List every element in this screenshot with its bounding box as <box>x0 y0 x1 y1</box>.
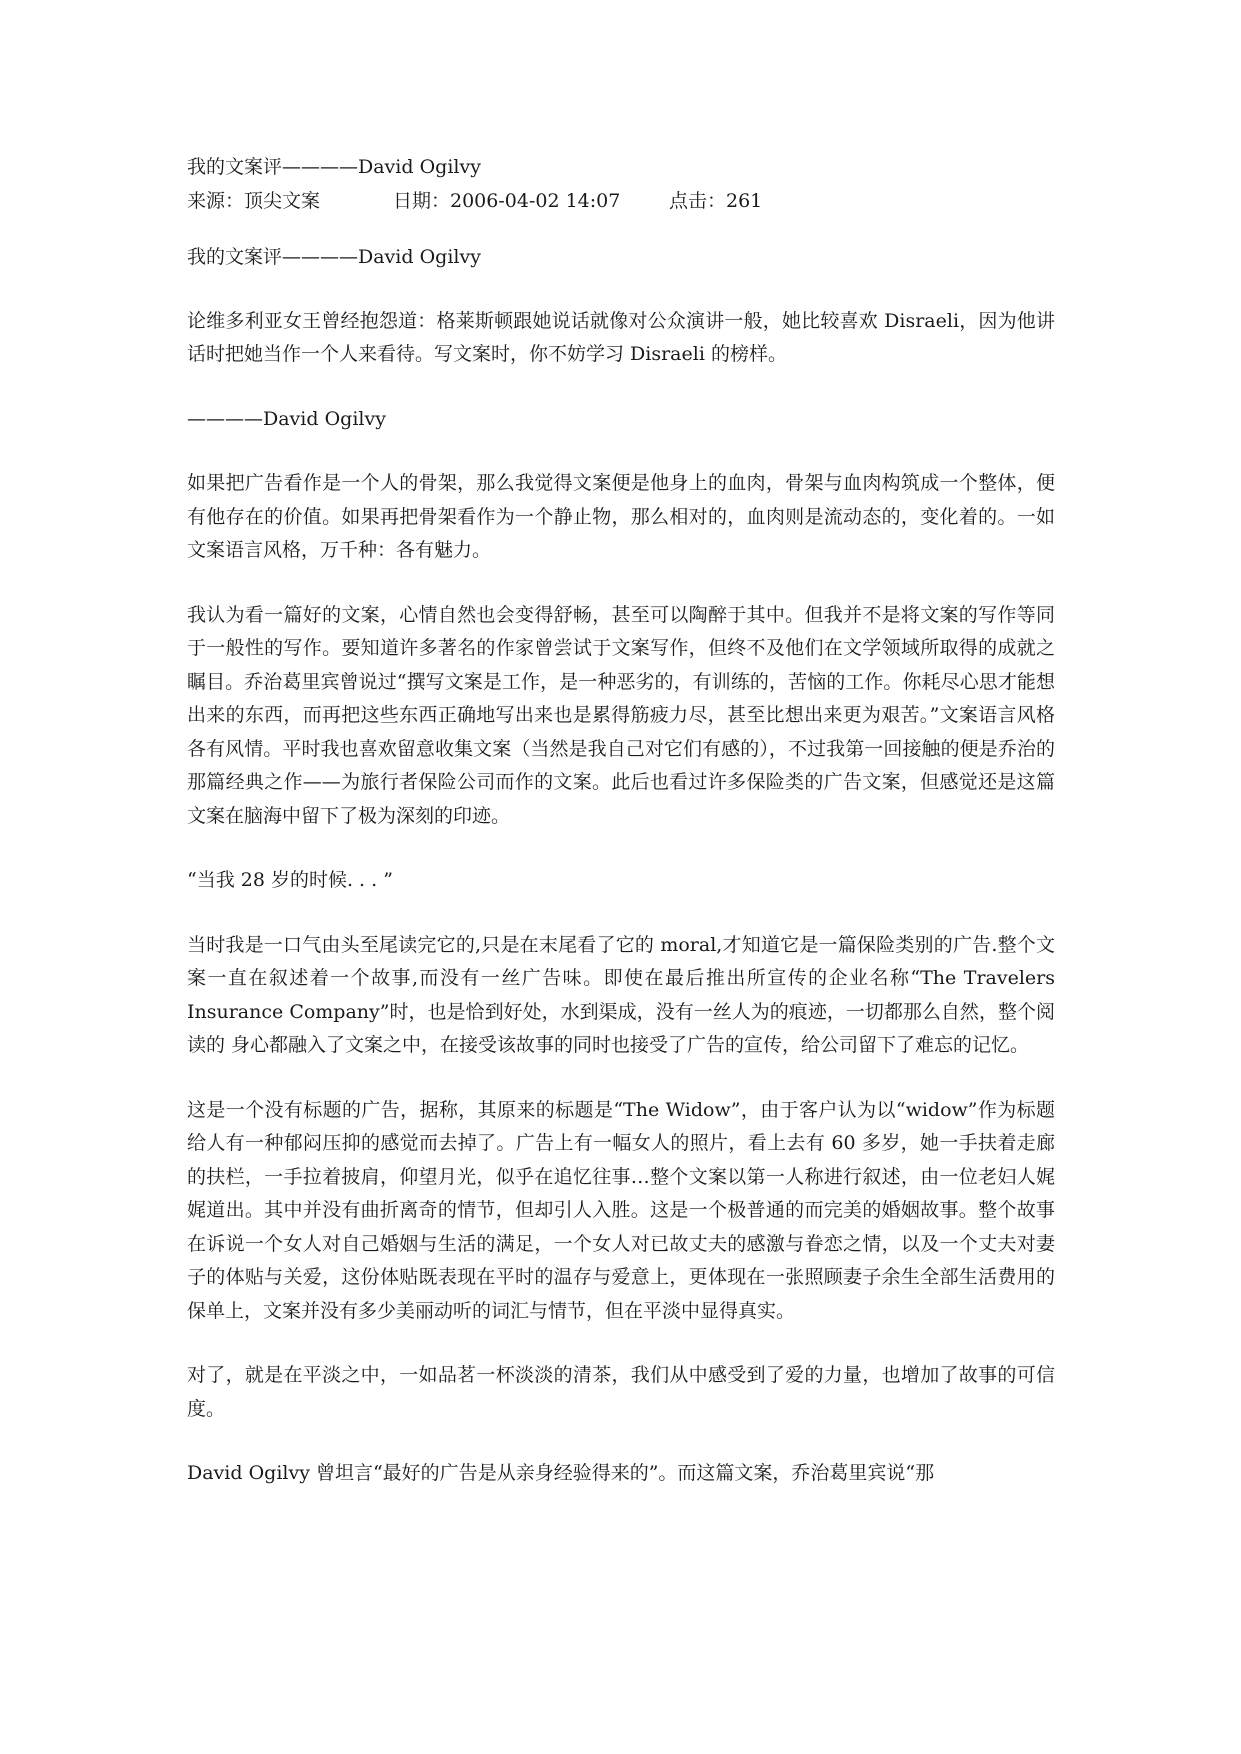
paragraph: David Ogilvy 曾坦言“最好的广告是从亲身经验得来的”。而这篇文案，乔治葛里宾说“那 <box>187 1462 935 1484</box>
article-title: 我的文案评————David Ogilvy <box>187 246 481 268</box>
header-title: 我的文案评————David Ogilvy <box>187 156 481 178</box>
document-body <box>187 151 1055 1491</box>
meta-clicks: 点击：261 <box>669 189 763 212</box>
paragraph: 我认为看一篇好的文案，心情自然也会变得舒畅，甚至可以陶醉于其中。但我并不是将文案的写作等同于一般性的写作。要知道许多著名的作家曾尝试于文案写作，但终不及他们在文学领域所取得的成就之瞩目。乔治葛里宾曾说过“撰写文案是工作，是一种恶劣的，有训练的，苦恼的工作。你耗尽心思才能想出来的东西，而再把这些东西正确地写出来也是累得筋疲力尽，甚至比想出来更为艰苦。”文案语言风格各有风情。平时我也喜欢留意收集文案（当然是我自己对它们有感的），不过我第一回接触的便是乔治的那篇经典之作——为旅行者保险公司而作的文案。此后也看过许多保险类的广告文案，但感觉还是这篇文案在脑海中留下了极为深刻的印迹。 <box>187 603 1055 827</box>
article-meta <box>187 185 1055 219</box>
paragraph: 如果把广告看作是一个人的骨架，那么我觉得文案便是他身上的血肉，骨架与血肉构筑成一个整体，便有他存在的价值。如果再把骨架看作为一个静止物，那么相对的，血肉则是流动态的，变化着的。一如文案语言风格，万千种：各有魅力。 <box>187 472 1055 561</box>
paragraph: 对了，就是在平淡之中，一如品茗一杯淡淡的清茶，我们从中感受到了爱的力量，也增加了故事的可信度。 <box>187 1364 1055 1420</box>
epigraph-attribution: ————David Ogilvy <box>187 407 386 430</box>
meta-source: 来源：顶尖文案 <box>187 189 321 212</box>
paragraph: “当我 28 岁的时候. . . ” <box>187 869 393 891</box>
epigraph-quote: 论维多利亚女王曾经抱怨道：格莱斯顿跟她说话就像对公众演讲一般，她比较喜欢 Disraeli，因为他讲话时把她当作一个人来看待。写文案时，你不妨学习 Disraeli 的榜样。 <box>187 309 1055 365</box>
paragraph: 这是一个没有标题的广告，据称，其原来的标题是“The Widow”，由于客户认为以“widow”作为标题给人有一种郁闷压抑的感觉而去掉了。广告上有一幅女人的照片，看上去有 60 多岁，她一手扶着走廊的扶栏，一手拉着披肩，仰望月光，似乎在追忆往事…整个文案以第一人称进行叙述，由一位老妇人娓娓道出。其中并没有曲折离奇的情节，但却引人入胜。这是一个极普通的而完美的婚姻故事。整个故事在诉说一个女人对自己婚姻与生活的满足，一个女人对已故丈夫的感激与眷恋之情，以及一个丈夫对妻子的体贴与关爱，这份体贴既表现在平时的温存与爱意上，更体现在一张照顾妻子余生全部生活费用的保单上，文案并没有多少美丽动听的词汇与情节，但在平淡中显得真实。 <box>187 1098 1055 1322</box>
paragraph: 当时我是一口气由头至尾读完它的,只是在末尾看了它的 moral,才知道它是一篇保险类别的广告.整个文案一直在叙述着一个故事,而没有一丝广告味。即使在最后推出所宣传的企业名称“The Travelers Insurance Company”时，也是恰到好处，水到渠成，没有一丝人为的痕迹，一切都那么自然，整个阅读的 身心都融入了文案之中，在接受该故事的同时也接受了广告的宣传，给公司留下了难忘的记忆。 <box>187 933 1055 1056</box>
meta-date: 日期：2006-04-02 14:07 <box>393 189 621 212</box>
